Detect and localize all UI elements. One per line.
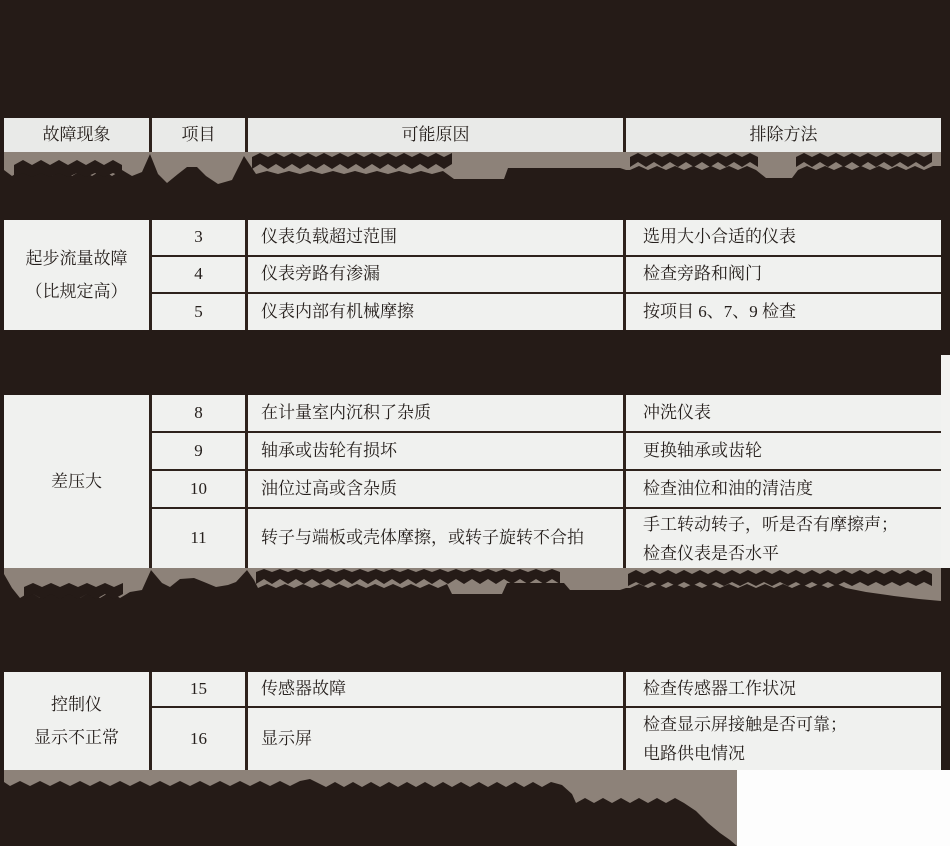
cause-text: 在计量室内沉积了杂质 — [261, 402, 431, 422]
torn-row-remnant-top — [4, 152, 941, 208]
item-number: 8 — [194, 402, 203, 422]
header-label: 排除方法 — [749, 124, 818, 144]
cause-cell — [248, 257, 623, 292]
remedy-cell — [626, 672, 941, 706]
remedy-cell — [626, 294, 941, 330]
remedy-text: 选用大小合适的仪表 — [643, 227, 796, 247]
cause-text: 显示屏 — [261, 728, 312, 748]
cause-cell — [248, 294, 623, 330]
remedy-text: 检查油位和油的清洁度 — [643, 478, 813, 498]
phenomenon-line: 起步流量故障 — [25, 249, 128, 268]
item-cell — [152, 471, 245, 507]
remedy-text: 更换轴承或齿轮 — [643, 440, 762, 460]
cause-cell — [248, 220, 623, 255]
item-cell — [152, 433, 245, 469]
item-number: 4 — [194, 264, 203, 284]
item-number: 10 — [190, 478, 207, 498]
cause-text: 传感器故障 — [261, 678, 346, 698]
cause-text: 油位过高或含杂质 — [261, 478, 397, 498]
cause-text: 轴承或齿轮有损坏 — [261, 440, 397, 460]
header-label: 故障现象 — [42, 124, 111, 144]
remedy-cell — [626, 220, 941, 255]
remedy-text-line: 检查仪表是否水平 — [643, 543, 779, 563]
item-number: 9 — [194, 440, 203, 460]
paper-fragment-bottom-right — [737, 770, 950, 846]
fault-section-startup-flow — [4, 220, 941, 330]
item-number: 15 — [190, 678, 207, 698]
cause-cell — [248, 433, 623, 469]
cause-cell — [248, 395, 623, 431]
fault-section-differential-pressure — [4, 395, 941, 568]
header-cell-cause — [248, 118, 623, 152]
remedy-text: 检查旁路和阀门 — [643, 264, 762, 284]
remedy-cell — [626, 433, 941, 469]
phenomenon-line: 显示不正常 — [34, 728, 119, 747]
cause-text: 转子与端板或壳体摩擦，或转子旋转不合拍 — [261, 528, 584, 548]
remedy-text: 按项目 6、7、9 检查 — [643, 301, 796, 321]
item-cell — [152, 672, 245, 706]
remedy-cell — [626, 509, 941, 568]
remedy-cell — [626, 395, 941, 431]
header-cell-item — [152, 118, 245, 152]
phenomenon-line: 控制仪 — [51, 695, 102, 714]
remedy-cell — [626, 471, 941, 507]
header-cell-remedy — [626, 118, 941, 152]
torn-row-remnant-bottom — [4, 770, 737, 846]
phenomenon-cell — [4, 395, 149, 568]
remedy-text-line: 检查显示屏接触是否可靠； — [643, 715, 847, 734]
cause-text: 仪表内部有机械摩擦 — [261, 301, 414, 321]
cause-text: 仪表负载超过范围 — [261, 227, 397, 247]
phenomenon-line: （比规定高） — [25, 282, 128, 301]
fault-section-controller-display — [4, 672, 941, 770]
remedy-text-line: 手工转动转子，听是否有摩擦声； — [643, 514, 898, 534]
item-cell — [152, 708, 245, 770]
item-cell — [152, 509, 245, 568]
header-label: 项目 — [181, 124, 216, 144]
remedy-text-line: 电路供电情况 — [643, 744, 745, 763]
item-number: 3 — [194, 227, 203, 247]
item-cell — [152, 395, 245, 431]
item-number: 5 — [194, 301, 203, 321]
item-cell — [152, 257, 245, 292]
cause-cell — [248, 471, 623, 507]
paper-fragment-right-edge — [941, 355, 950, 568]
phenomenon-line: 差压大 — [51, 472, 102, 491]
cause-text: 仪表旁路有渗漏 — [261, 264, 380, 284]
remedy-cell — [626, 708, 941, 770]
torn-row-remnant-middle — [4, 568, 941, 624]
header-label: 可能原因 — [401, 124, 470, 144]
item-cell — [152, 220, 245, 255]
table-header-row — [4, 118, 941, 152]
remedy-text: 冲洗仪表 — [643, 402, 711, 422]
cause-cell — [248, 509, 623, 568]
item-number: 16 — [190, 728, 207, 748]
header-cell-phenomenon — [4, 118, 149, 152]
cause-cell — [248, 708, 623, 770]
phenomenon-cell — [4, 220, 149, 330]
remedy-text: 检查传感器工作状况 — [643, 678, 796, 698]
phenomenon-cell — [4, 672, 149, 770]
item-number: 11 — [190, 528, 207, 548]
cause-cell — [248, 672, 623, 706]
item-cell — [152, 294, 245, 330]
remedy-cell — [626, 257, 941, 292]
